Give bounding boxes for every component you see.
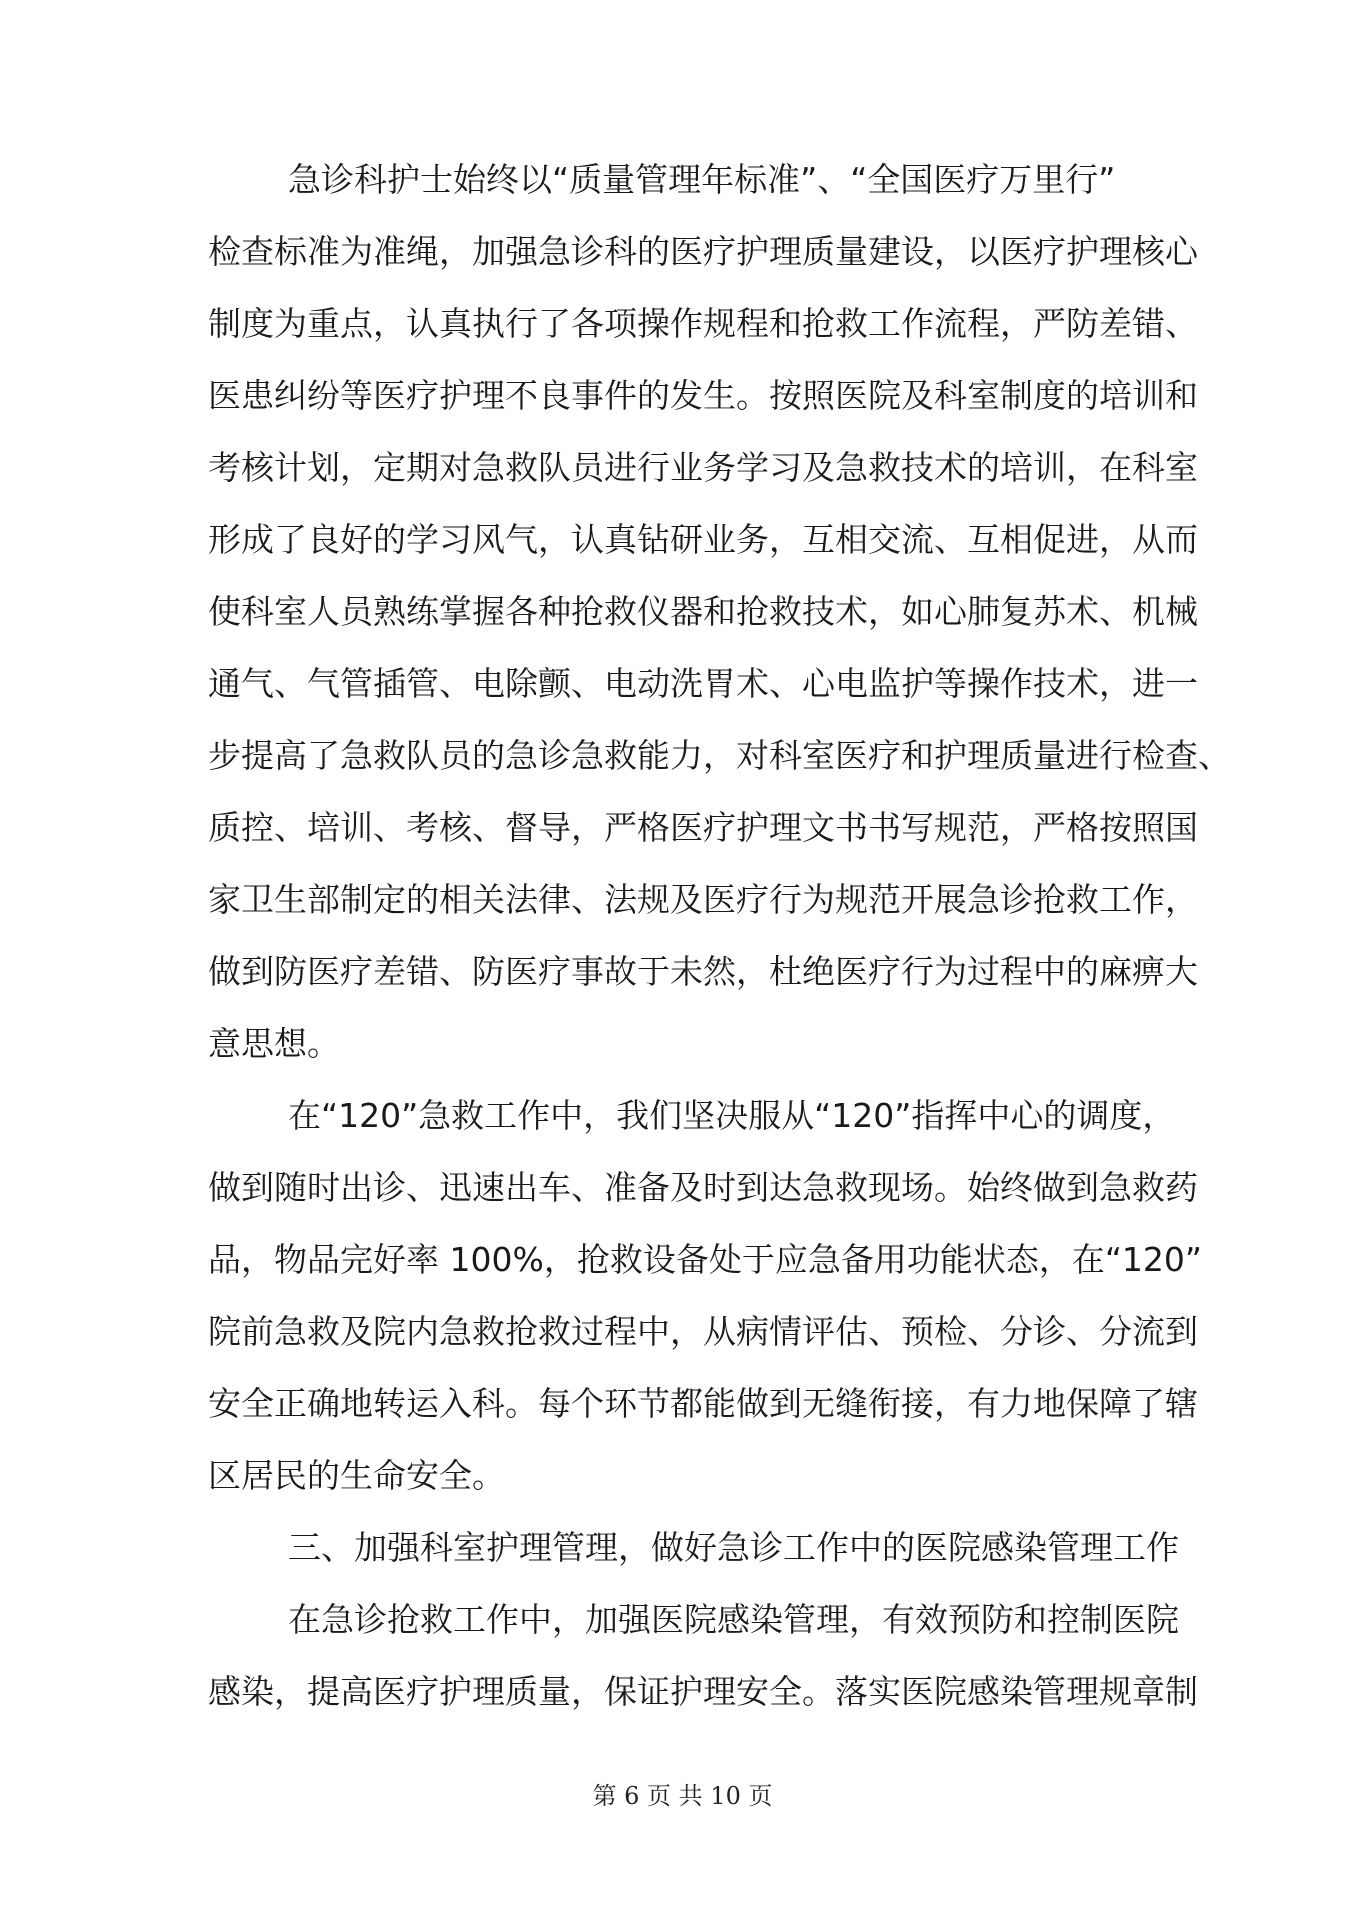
paragraph-line: 在急诊抢救工作中，加强医院感染管理，有效预防和控制医院 xyxy=(288,1600,1179,1639)
paragraph-line: 区居民的生命安全。 xyxy=(208,1456,505,1495)
paragraph-line: 做到防医疗差错、防医疗事故于未然，杜绝医疗行为过程中的麻痹大 xyxy=(208,952,1198,991)
paragraph-line: 意思想。 xyxy=(208,1024,340,1063)
paragraph-line: 安全正确地转运入科。每个环节都能做到无缝衔接，有力地保障了辖 xyxy=(208,1384,1198,1423)
paragraph-line: 在“120”急救工作中，我们坚决服从“120”指挥中心的调度， xyxy=(288,1096,1176,1135)
page-number-footer: 第 6 页 共 10 页 xyxy=(592,1782,773,1810)
section-heading: 三、加强科室护理管理，做好急诊工作中的医院感染管理工作 xyxy=(288,1528,1179,1567)
paragraph-line: 通气、气管插管、电除颤、电动洗胃术、心电监护等操作技术，进一 xyxy=(208,664,1198,703)
paragraph-line: 考核计划，定期对急救队员进行业务学习及急救技术的培训，在科室 xyxy=(208,448,1198,487)
paragraph-line: 院前急救及院内急救抢救过程中，从病情评估、预检、分诊、分流到 xyxy=(208,1312,1198,1351)
paragraph-line: 医患纠纷等医疗护理不良事件的发生。按照医院及科室制度的培训和 xyxy=(208,376,1198,415)
paragraph-line: 形成了良好的学习风气，认真钻研业务，互相交流、互相促进，从而 xyxy=(208,520,1198,559)
paragraph-line: 步提高了急救队员的急诊急救能力，对科室医疗和护理质量进行检查、 xyxy=(208,736,1231,775)
paragraph-line: 品，物品完好率 100%，抢救设备处于应急备用功能状态，在“120” xyxy=(208,1240,1203,1279)
document-body xyxy=(208,144,1231,1728)
paragraph-line: 做到随时出诊、迅速出车、准备及时到达急救现场。始终做到急救药 xyxy=(208,1168,1198,1207)
paragraph-line: 急诊科护士始终以“质量管理年标准”、“全国医疗万里行” xyxy=(288,160,1116,199)
paragraph-line: 制度为重点，认真执行了各项操作规程和抢救工作流程，严防差错、 xyxy=(208,304,1198,343)
paragraph-line: 感染，提高医疗护理质量，保证护理安全。落实医院感染管理规章制 xyxy=(208,1672,1198,1711)
paragraph-line: 检查标准为准绳，加强急诊科的医疗护理质量建设，以医疗护理核心 xyxy=(208,232,1198,271)
paragraph-line: 质控、培训、考核、督导，严格医疗护理文书书写规范，严格按照国 xyxy=(208,808,1198,847)
paragraph-line: 使科室人员熟练掌握各种抢救仪器和抢救技术，如心肺复苏术、机械 xyxy=(208,592,1198,631)
paragraph-line: 家卫生部制定的相关法律、法规及医疗行为规范开展急诊抢救工作， xyxy=(208,880,1198,919)
